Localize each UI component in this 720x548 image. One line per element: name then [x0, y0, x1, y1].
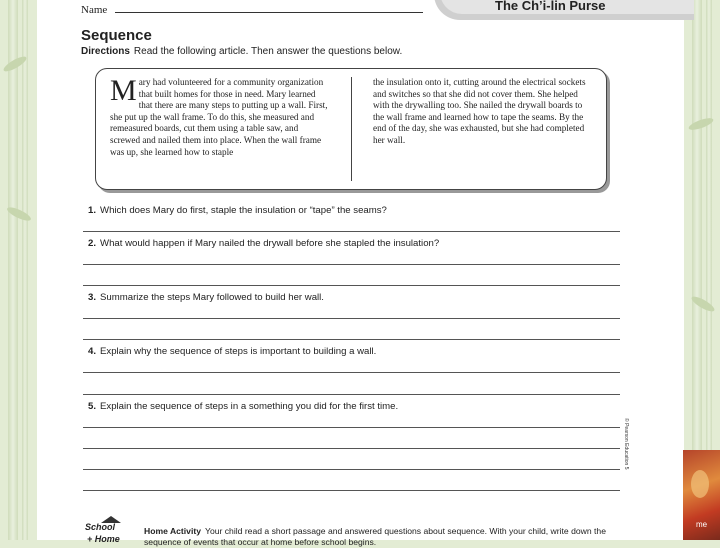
logo-word-home: + Home [87, 534, 120, 544]
question-1 [88, 205, 387, 216]
answer-line[interactable] [83, 231, 620, 232]
question-2 [88, 238, 439, 249]
home-activity-text: Your child read a short passage and answered questions about sequence. With your child, write down the sequence of events that occur at home before school begins. [144, 526, 606, 547]
question-number: 3. [88, 292, 97, 303]
answer-line[interactable] [83, 372, 620, 373]
bamboo-stalk [8, 0, 18, 540]
corner-thumbnail-text: me [696, 520, 708, 529]
question-text: Explain why the sequence of steps is important to building a wall. [100, 346, 377, 357]
directions-text: Read the following article. Then answer the questions below. [133, 46, 403, 57]
directions-label: Directions [81, 46, 130, 57]
name-field-line [115, 12, 423, 13]
question-number: 5. [88, 401, 97, 412]
drop-cap: M [110, 74, 137, 107]
answer-line[interactable] [83, 490, 620, 491]
logo-word-school: School [85, 522, 116, 532]
page-heading: Sequence [81, 27, 152, 44]
question-text: Explain the sequence of steps in a something you did for the first time. [100, 401, 399, 412]
article-box [95, 68, 607, 190]
article-column-left [110, 74, 330, 158]
copyright-notice: © Pearson Education 5 [623, 418, 629, 470]
bamboo-stalk [22, 0, 28, 540]
directions [81, 46, 402, 57]
question-number: 1. [88, 205, 97, 216]
article-column-right: the insulation onto it, cutting around the electrical sockets and switches so that she did not cover them. She helped with the drywalling too. She nailed the drywall boards to the wall frame and learned how to tape the seams. By the end of the day, she was exhausted, but she had completed her wall. [373, 77, 586, 145]
home-activity [144, 526, 624, 548]
name-label: Name [81, 4, 108, 16]
answer-line[interactable] [83, 469, 620, 470]
column-divider [351, 77, 352, 181]
question-3 [88, 292, 324, 303]
question-number: 4. [88, 346, 97, 357]
answer-line[interactable] [83, 448, 620, 449]
question-5 [88, 401, 398, 412]
answer-line[interactable] [83, 285, 620, 286]
answer-line[interactable] [83, 427, 620, 428]
answer-line[interactable] [83, 394, 620, 395]
question-text: Summarize the steps Mary followed to build her wall. [100, 292, 324, 303]
question-4 [88, 346, 376, 357]
answer-line[interactable] [83, 318, 620, 319]
article-text-left: ary had volunteered for a community organization that built homes for those in need. Mary learned that there are many steps to putting up a wall. First, she put up the wall frame. To do this, she measured and remeasured boards, cut them using a table saw, and screwed and nailed them into place. When the wall frame was up, she learned how to staple [110, 77, 328, 157]
home-activity-label: Home Activity [144, 526, 201, 536]
question-text: What would happen if Mary nailed the drywall before she stapled the insulation? [100, 238, 440, 249]
worksheet-page [37, 0, 684, 547]
question-text: Which does Mary do first, staple the insulation or “tape” the seams? [100, 205, 387, 216]
story-title: The Ch’i-lin Purse [495, 0, 606, 13]
school-home-logo [83, 516, 133, 546]
question-number: 2. [88, 238, 97, 249]
answer-line[interactable] [83, 339, 620, 340]
answer-line[interactable] [83, 264, 620, 265]
